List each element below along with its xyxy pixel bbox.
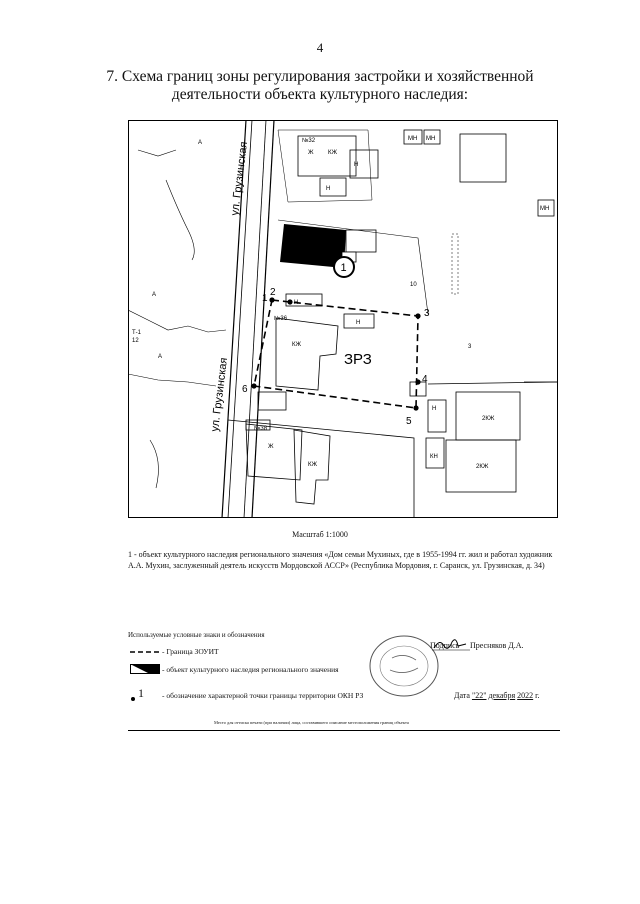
building-label: КЖ	[328, 150, 338, 156]
zone-map	[128, 120, 558, 518]
signer-name: Пресняков Д.А.	[470, 641, 524, 650]
stamp-footnote: Место для оттиска печати (при наличии) лица, составившего описание местоположения границ объекта	[214, 720, 409, 725]
legend-title: Используемые условные знаки и обозначения	[128, 631, 265, 639]
legend-label-point: - обозначение характерной точки границы территории ОКН РЗ	[162, 691, 364, 700]
map-label: А	[158, 354, 163, 360]
building-label: МН	[408, 136, 418, 142]
building-label: Н	[354, 162, 359, 168]
building-label: КЖ	[292, 342, 302, 348]
building-label: Н	[356, 320, 361, 326]
building-label: 2КЖ	[482, 416, 495, 422]
map-label: А	[152, 292, 157, 298]
point-icon	[130, 696, 136, 702]
building-label: КН	[430, 454, 438, 460]
point-label-5: 5	[406, 416, 412, 427]
signature-icon	[432, 636, 472, 652]
filled-rect-icon	[130, 664, 160, 674]
object-marker-label: 1	[340, 262, 347, 274]
house-number-38: №38	[254, 426, 268, 432]
house-number-36: №36	[274, 316, 288, 322]
object-description: 1 - объект культурного наследия регионального значения «Дом семьи Мухиных, где в 1955-1994 гг. жил и работал художник А.А. Мухин, заслуженный деятель искусств Мордовской АССР» (Республика Мордовия, г. Саранск, ул. Грузинская, д. 34)	[128, 550, 553, 570]
document-title	[60, 68, 580, 104]
footer-divider	[128, 730, 560, 731]
title-line-2: деятельности объекта культурного наследия:	[171, 86, 469, 103]
zone-label: ЗРЗ	[344, 351, 372, 368]
building-label: МН	[426, 136, 436, 142]
building-label: Ж	[268, 444, 274, 450]
date-month: декабря	[488, 691, 516, 700]
map-label: 10	[410, 282, 417, 288]
building-label: МН	[540, 206, 550, 212]
date-suffix: г.	[535, 691, 540, 700]
map-label: 3	[468, 344, 472, 350]
building-label: Н	[326, 186, 331, 192]
street-label-bottom: ул. Грузинская	[209, 356, 231, 433]
legend-point-number: 1	[138, 686, 144, 700]
legend-label-zouit: - Граница ЗОУИТ	[162, 647, 219, 656]
building-label: 2КЖ	[476, 464, 489, 470]
signature-date	[454, 691, 540, 700]
point-label-4: 4	[422, 374, 428, 385]
street-label-top: ул. Грузинская	[229, 140, 251, 217]
point-label-3: 3	[424, 308, 430, 319]
date-prefix: Дата	[454, 691, 470, 700]
house-number-32: №32	[302, 138, 316, 144]
scale-text: Масштаб 1:1000	[292, 530, 348, 539]
zone-map-svg	[128, 120, 558, 518]
map-label: Т-1	[132, 330, 141, 336]
point-label-1: 1	[262, 293, 268, 304]
signature-label: Подпись	[430, 641, 460, 650]
building-label: КЖ	[308, 462, 318, 468]
map-label: 12	[132, 338, 139, 344]
building-label: Ж	[308, 150, 314, 156]
dashed-line-icon	[130, 649, 160, 655]
building-label: Н	[294, 300, 299, 306]
point-label-6: 6	[242, 384, 248, 395]
date-day: "22"	[471, 691, 487, 700]
map-frame	[129, 121, 558, 518]
building-label: Н	[432, 406, 437, 412]
date-year: 2022	[517, 691, 534, 700]
title-line-1: 7. Схема границ зоны регулирования застройки и хозяйственной	[106, 68, 534, 85]
map-label: А	[198, 140, 203, 146]
page-number: 4	[316, 40, 324, 55]
legend-label-heritage: - объект культурного наследия регионального значения	[162, 665, 339, 674]
point-label-2: 2	[270, 287, 276, 298]
